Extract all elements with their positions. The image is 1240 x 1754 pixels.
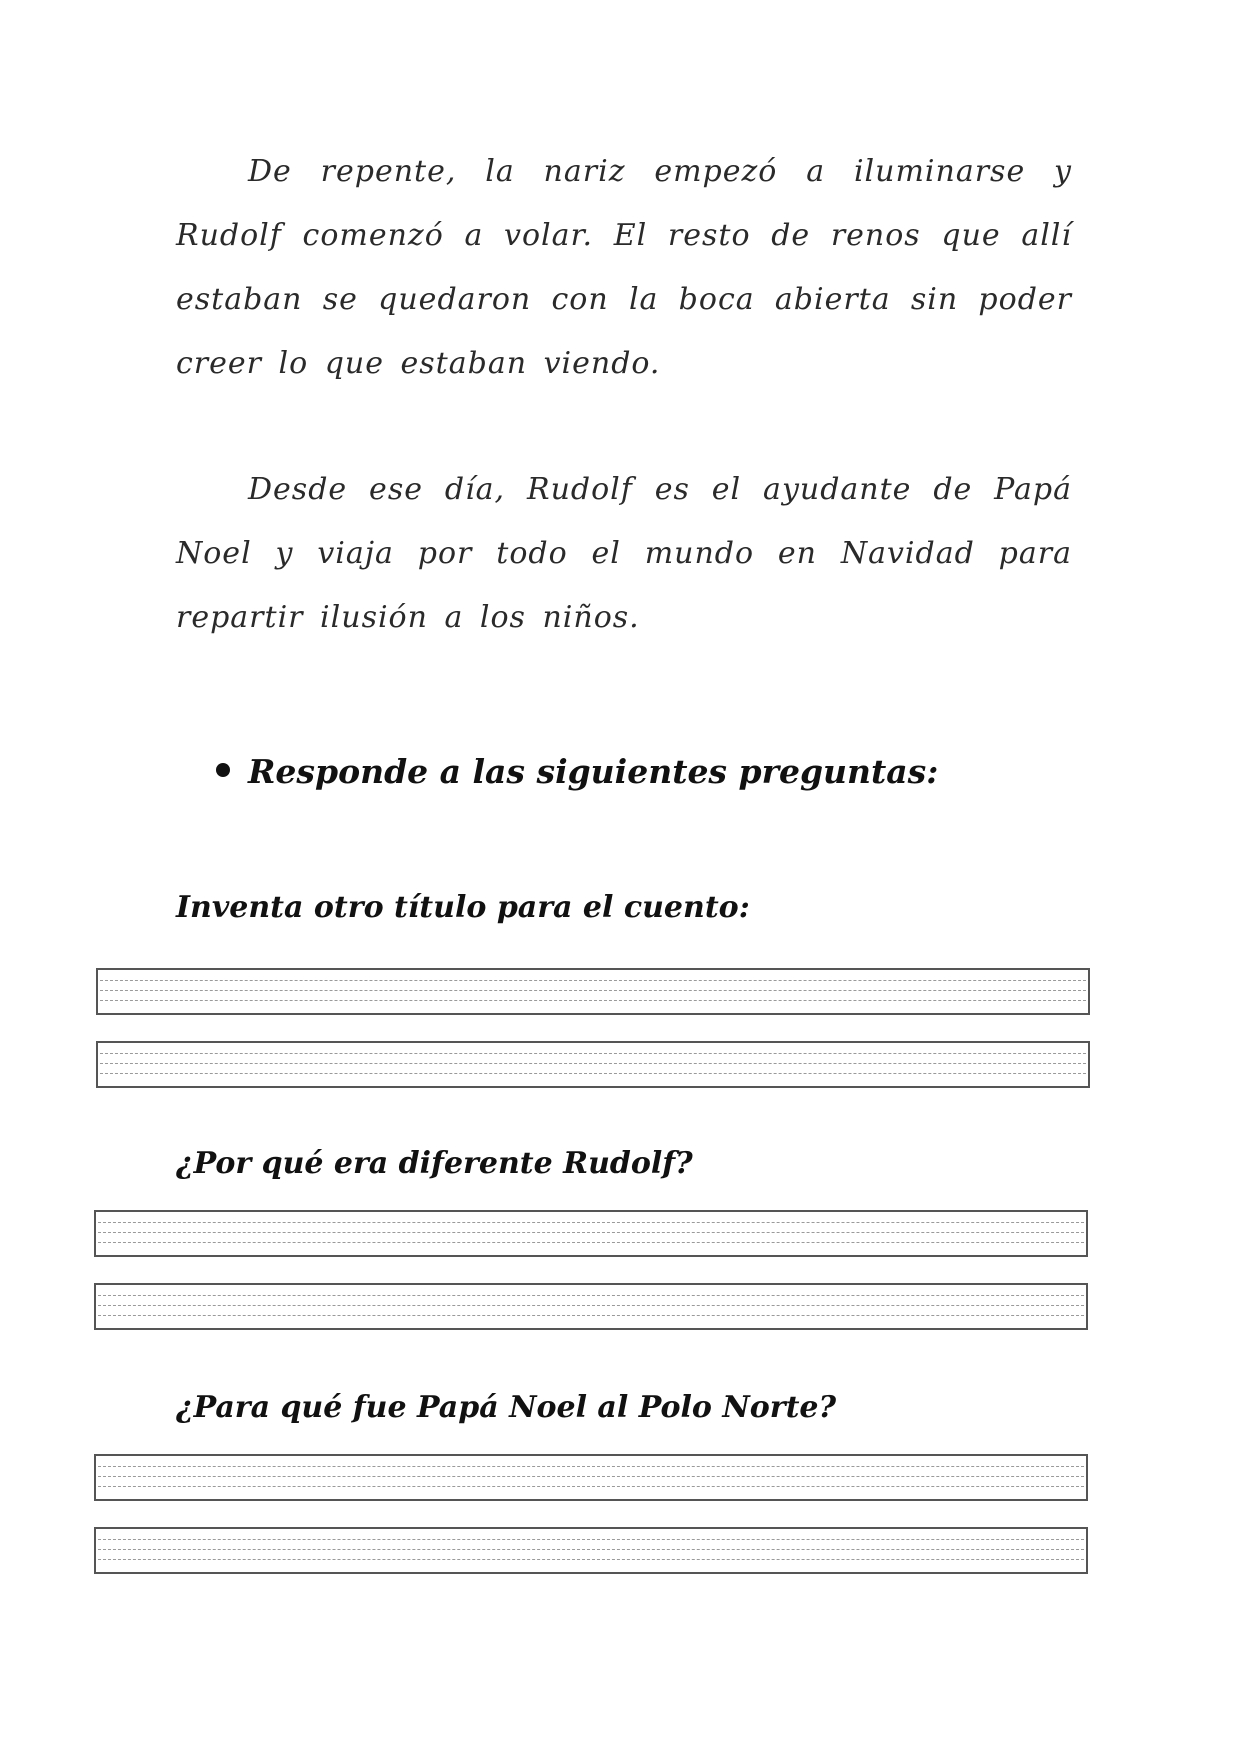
- guide-line: [98, 1315, 1084, 1316]
- question-1: Inventa otro título para el cuento:: [176, 890, 750, 925]
- exercise-instruction: [216, 752, 938, 791]
- story-paragraph-1-text: De repente, la nariz empezó a iluminarse y Rudolf comenzó a volar. El resto de renos que allí estaban se quedaron con la boca abierta sin poder creer lo que estaban viendo.: [176, 154, 1072, 381]
- guide-line: [98, 1549, 1084, 1550]
- guide-line: [98, 1476, 1084, 1477]
- guide-line: [98, 1305, 1084, 1306]
- guide-line: [98, 1222, 1084, 1223]
- bullet-icon: [216, 763, 230, 777]
- guide-line: [100, 1073, 1086, 1074]
- guide-line: [98, 1295, 1084, 1296]
- answer-line-box[interactable]: [96, 1041, 1090, 1088]
- guide-line: [100, 1063, 1086, 1064]
- answer-line-box[interactable]: [94, 1527, 1088, 1574]
- guide-line: [98, 1539, 1084, 1540]
- answer-line-box[interactable]: [96, 968, 1090, 1015]
- guide-line: [98, 1242, 1084, 1243]
- story-paragraph-2: [176, 458, 1072, 650]
- guide-line: [98, 1466, 1084, 1467]
- story-paragraph-1: [176, 140, 1072, 396]
- guide-line: [100, 1053, 1086, 1054]
- answer-line-box[interactable]: [94, 1283, 1088, 1330]
- answer-line-box[interactable]: [94, 1210, 1088, 1257]
- answer-line-box[interactable]: [94, 1454, 1088, 1501]
- guide-line: [100, 1000, 1086, 1001]
- guide-line: [100, 990, 1086, 991]
- guide-line: [98, 1232, 1084, 1233]
- question-2: ¿Por qué era diferente Rudolf?: [176, 1146, 693, 1181]
- guide-line: [100, 980, 1086, 981]
- question-3: ¿Para qué fue Papá Noel al Polo Norte?: [176, 1390, 837, 1425]
- guide-line: [98, 1486, 1084, 1487]
- instruction-text: Responde a las siguientes preguntas:: [248, 752, 939, 791]
- story-paragraph-2-text: Desde ese día, Rudolf es el ayudante de Papá Noel y viaja por todo el mundo en Navidad para repartir ilusión a los niños.: [176, 472, 1072, 635]
- guide-line: [98, 1559, 1084, 1560]
